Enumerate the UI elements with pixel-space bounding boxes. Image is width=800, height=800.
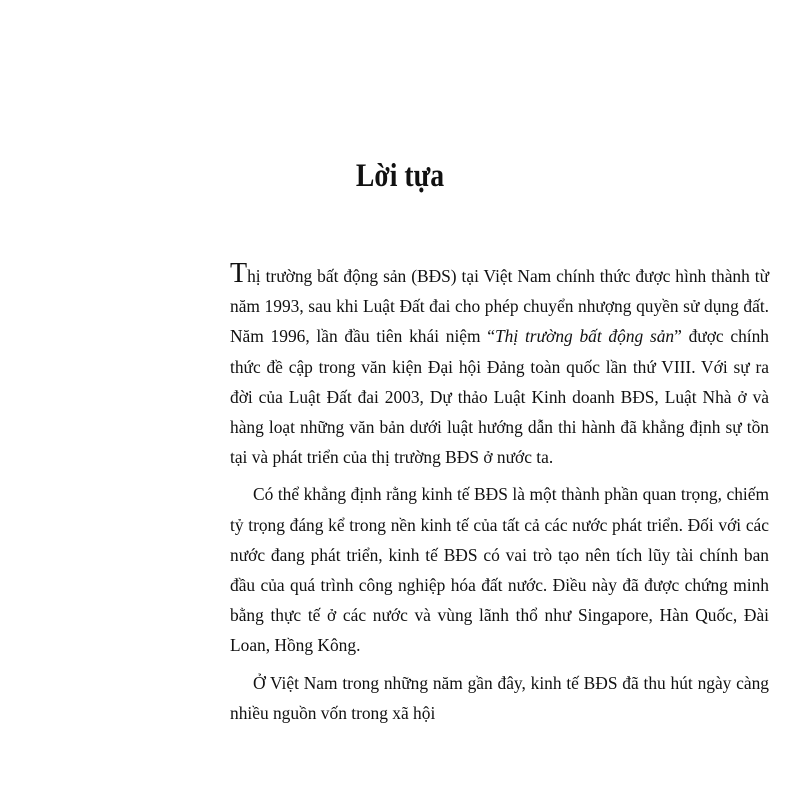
- paragraph-2: Có thể khẳng định rằng kinh tế BĐS là một thành phần quan trọng, chiếm tỷ trọng đáng kể trong nền kinh tế của tất cả các nước phát triển. Đối với các nước đang phát triển, kinh tế BĐS có vai trò tạo nên tích lũy tài chính ban đầu của quá trình công nghiệp hóa đất nước. Điều này đã được chứng minh bằng thực tế ở các nước và vùng lãnh thổ như Singapore, Hàn Quốc, Đài Loan, Hồng Kông.: [230, 484, 769, 656]
- paragraph-1: [230, 260, 769, 472]
- paragraph-1-italic-term: Thị trường bất động sản: [495, 326, 675, 347]
- body-text: [230, 260, 769, 735]
- paragraph-1-text-b: ” được chính thức đề cập trong văn kiện Đại hội Đảng toàn quốc lần thứ VIII. Với sự ra đời của Luật Đất đai 2003, Dự thảo Luật Kinh doanh BĐS, Luật Nhà ở và hàng loạt những văn bản dưới luật hướng dẫn thi hành đã khẳng định sự tồn tại và phát triển của thị trường BĐS ở nước ta.: [230, 326, 770, 468]
- paragraph-1-text-a: hị trường bất động sản (BĐS) tại Việt Nam chính thức được hình thành từ năm 1993, sau khi Luật Đất đai cho phép chuyển nhượng quyền sử dụng đất. Năm 1996, lần đầu tiên khái niệm “: [230, 266, 769, 347]
- drop-cap-letter: T: [230, 258, 248, 289]
- paragraph-3: Ở Việt Nam trong những năm gần đây, kinh tế BĐS đã thu hút ngày càng nhiều nguồn vốn trong xã hội: [230, 672, 769, 723]
- chapter-title: Lời tựa: [355, 158, 445, 194]
